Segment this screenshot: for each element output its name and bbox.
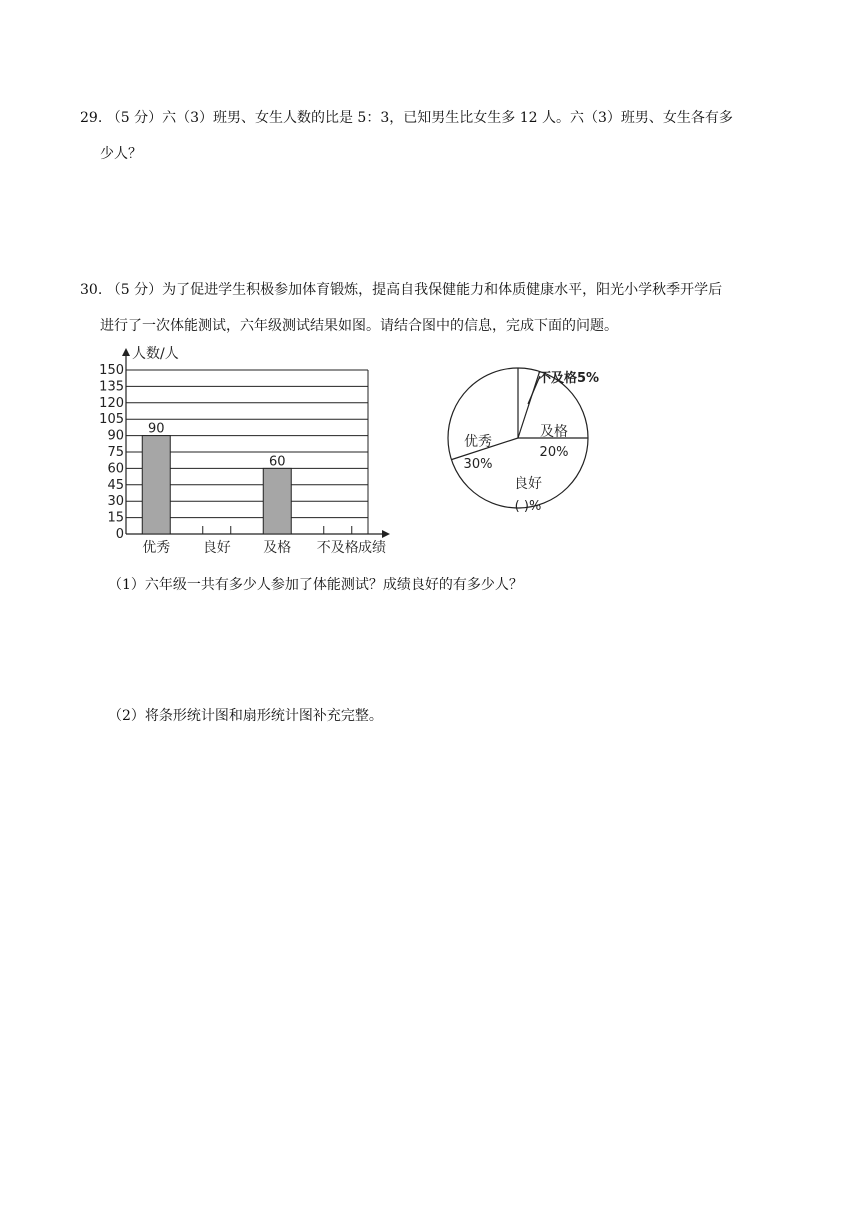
- pie-label-fail: 不及格5%: [538, 371, 600, 386]
- data-label: 90: [147, 421, 165, 437]
- y-tick-label: 60: [107, 461, 124, 477]
- pie-label-excellent: 优秀: [464, 434, 492, 450]
- bar-及格: [263, 468, 291, 534]
- y-tick-label: 15: [107, 510, 124, 526]
- q30-sub1: （1）六年级一共有多少人参加了体能测试？成绩良好的有多少人？: [108, 577, 523, 593]
- bar-chart: [99, 340, 408, 560]
- y-tick-label: 135: [99, 379, 124, 395]
- y-tick-label: 75: [107, 445, 124, 460]
- x-tick-label: 不及格: [316, 540, 359, 556]
- y-axis-arrow: [122, 348, 130, 356]
- x-tick-label: 良好: [202, 540, 231, 556]
- pie-chart: [440, 360, 610, 514]
- bar-优秀: [142, 436, 170, 534]
- q29-line2: 少人？: [100, 146, 142, 162]
- y-tick-label: 45: [107, 477, 124, 493]
- y-tick-label: 105: [99, 412, 124, 428]
- y-tick-label: 30: [107, 494, 124, 510]
- x-tick-label: 优秀: [142, 540, 171, 556]
- pie-label-good: 良好: [514, 476, 542, 492]
- pie-label-pass: 及格: [540, 424, 568, 440]
- x-axis-arrow: [382, 530, 390, 538]
- q30-line1: 30. （5 分）为了促进学生积极参加体育锻炼，提高自我保健能力和体质健康水平，阳光小学秋季开学后: [80, 282, 723, 298]
- y-tick-label: 120: [99, 395, 124, 411]
- pie-pct-good: ( )%: [514, 499, 542, 514]
- q30-sub2: （2）将条形统计图和扇形统计图补充完整。: [108, 708, 383, 724]
- x-tick-label: 及格: [263, 540, 292, 556]
- q29-line1: 29. （5 分）六（3）班男、女生人数的比是 5：3，已知男生比女生多 12 人。六（3）班男、女生各有多: [80, 110, 733, 126]
- y-tick-label: 90: [107, 428, 124, 444]
- y-tick-label: 0: [115, 527, 124, 542]
- pie-pct-pass: 20%: [539, 445, 569, 460]
- y-axis-label: 人数/人: [132, 346, 179, 362]
- pie-pct-excellent: 30%: [463, 457, 493, 472]
- x-axis-label: 成绩: [358, 540, 386, 556]
- data-label: 60: [268, 454, 286, 470]
- y-tick-label: 150: [99, 363, 124, 378]
- q30-line2: 进行了一次体能测试，六年级测试结果如图。请结合图中的信息，完成下面的问题。: [100, 318, 618, 334]
